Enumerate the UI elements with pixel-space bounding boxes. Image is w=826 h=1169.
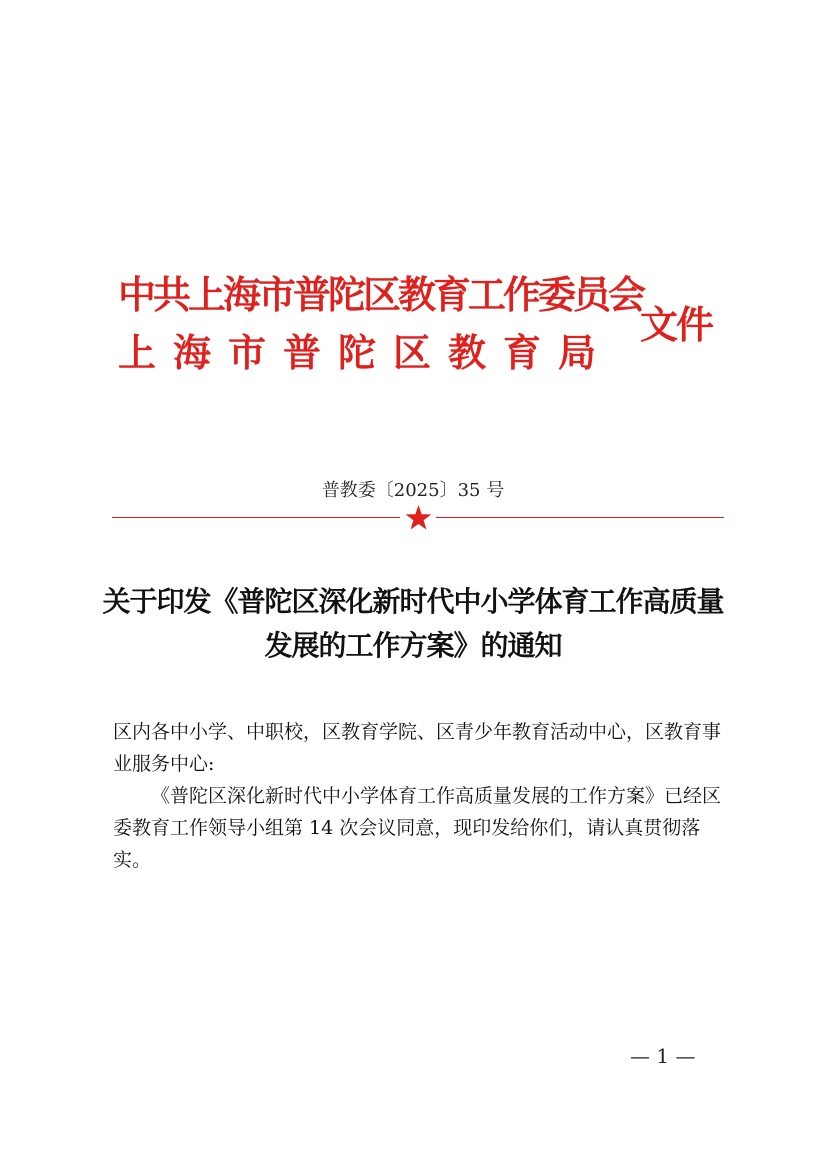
document-header — [118, 270, 738, 380]
recipients-line: 区内各中小学、中职校，区教育学院、区青少年教育活动中心，区教育事业服务中心: — [113, 721, 722, 775]
document-title: 关于印发《普陀区深化新时代中小学体育工作高质量发展的工作方案》的通知 — [102, 585, 724, 662]
issuer-party-committee: 中共上海市普陀区教育工作委员会 — [118, 272, 644, 317]
document-body — [113, 716, 723, 876]
document-type-label: 文件 — [640, 302, 713, 347]
star-icon — [405, 504, 432, 531]
page-number: — 1 — — [630, 1044, 696, 1068]
body-paragraph: 《普陀区深化新时代中小学体育工作高质量发展的工作方案》已经区委教育工作领导小组第 14 次会议同意，现印发给你们，请认真贯彻落实。 — [113, 785, 722, 871]
issuer-education-bureau: 上海市普陀区教育局 — [118, 330, 614, 375]
divider-line-left — [112, 517, 400, 518]
red-divider — [112, 503, 724, 533]
document-number: 普教委〔2025〕35 号 — [321, 480, 505, 501]
divider-line-right — [436, 517, 724, 518]
